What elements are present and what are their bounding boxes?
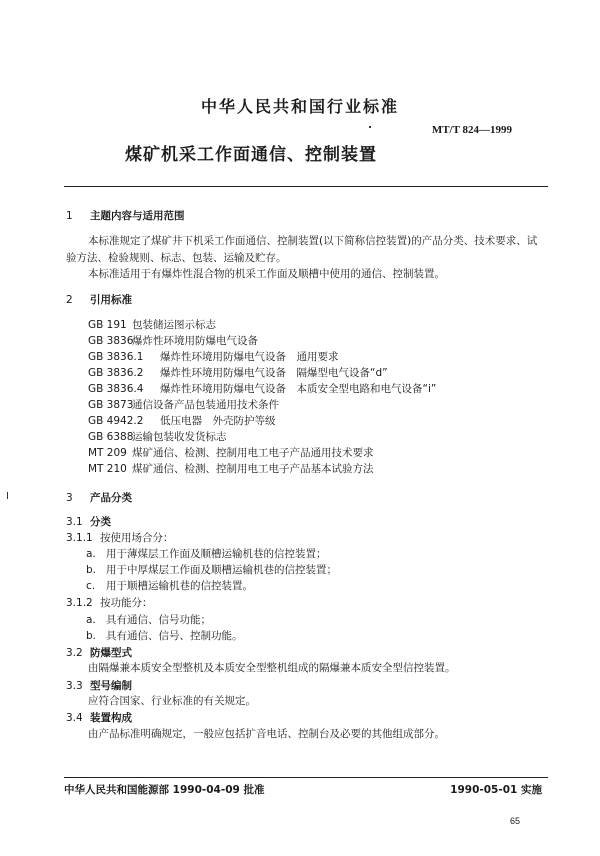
document-title: 煤矿机采工作面通信、控制装置 bbox=[125, 145, 377, 165]
reference-item: GB 3836爆炸性环境用防爆电气设备 bbox=[88, 335, 258, 347]
section-1-paragraph-1-line-2: 验方法、检验规则、标志、包装、运输及贮存。 bbox=[66, 252, 287, 264]
section-heading-2: 2 引用标准 bbox=[66, 294, 132, 306]
reference-item: GB 3873通信设备产品包装通用技术条件 bbox=[88, 399, 279, 411]
subsection-3-2-text: 由隔爆兼本质安全型整机及本质安全型整机组成的隔爆兼本质安全型信控装置。 bbox=[88, 662, 456, 674]
section-heading-1: 1 主题内容与适用范围 bbox=[66, 210, 185, 222]
page-number: 65 bbox=[509, 816, 520, 826]
reference-item: GB 3836.2 爆炸性环境用防爆电气设备 隔爆型电气设备“d” bbox=[88, 367, 388, 379]
section-heading-3: 3 产品分类 bbox=[66, 492, 132, 504]
scan-speck bbox=[369, 126, 371, 128]
reference-item: MT 209 煤矿通信、检测、控制用电工电子产品通用技术要求 bbox=[88, 447, 374, 459]
section-1-paragraph-2: 本标准适用于有爆炸性混合物的机采工作面及顺槽中使用的通信、控制装置。 bbox=[88, 268, 445, 280]
subsection-heading-3-1: 3.1 分类 bbox=[66, 516, 111, 528]
reference-item: MT 210 煤矿通信、检测、控制用电工电子产品基本试验方法 bbox=[88, 463, 374, 475]
issuing-authority-title: 中华人民共和国行业标准 bbox=[200, 97, 399, 116]
reference-item: GB 4942.2 低压电器 外壳防护等级 bbox=[88, 415, 276, 427]
approval-statement: 中华人民共和国能源部 1990-04-09 批准 bbox=[64, 784, 265, 796]
reference-item: GB 191 包装储运图示标志 bbox=[88, 319, 216, 331]
list-item: c. 用于顺槽运输机巷的信控装置。 bbox=[86, 580, 253, 592]
footer-divider bbox=[64, 777, 548, 778]
scan-speck bbox=[7, 492, 8, 499]
list-item: a. 用于薄煤层工作面及顺槽运输机巷的信控装置； bbox=[86, 548, 327, 560]
header-divider bbox=[64, 186, 548, 187]
reference-item: GB 6388运输包装收发货标志 bbox=[88, 431, 227, 443]
subsection-heading-3-1-1: 3.1.1 按使用场合分： bbox=[66, 532, 174, 544]
subsection-heading-3-2: 3.2 防爆型式 bbox=[66, 647, 132, 659]
effective-date: 1990-05-01 实施 bbox=[450, 784, 542, 796]
subsection-heading-3-1-2: 3.1.2 按功能分： bbox=[66, 597, 153, 609]
reference-item: GB 3836.1 爆炸性环境用防爆电气设备 通用要求 bbox=[88, 351, 339, 363]
standard-code: MT/T 824—1999 bbox=[431, 124, 512, 136]
subsection-3-4-text: 由产品标准明确规定，一般应包括扩音电话、控制台及必要的其他组成部分。 bbox=[88, 728, 445, 740]
subsection-heading-3-4: 3.4 装置构成 bbox=[66, 712, 132, 724]
subsection-heading-3-3: 3.3 型号编制 bbox=[66, 680, 132, 692]
list-item: b. 用于中厚煤层工作面及顺槽运输机巷的信控装置； bbox=[86, 564, 337, 576]
section-1-paragraph-1-line-1: 本标准规定了煤矿井下机采工作面通信、控制装置(以下简称信控装置)的产品分类、技术要求、试 bbox=[88, 235, 538, 247]
list-item: b. 具有通信、信号、控制功能。 bbox=[86, 630, 243, 642]
list-item: a. 具有通信、信号功能； bbox=[86, 614, 211, 626]
subsection-3-3-text: 应符合国家、行业标准的有关规定。 bbox=[88, 695, 256, 707]
reference-item: GB 3836.4 爆炸性环境用防爆电气设备 本质安全型电路和电气设备“i” bbox=[88, 383, 437, 395]
